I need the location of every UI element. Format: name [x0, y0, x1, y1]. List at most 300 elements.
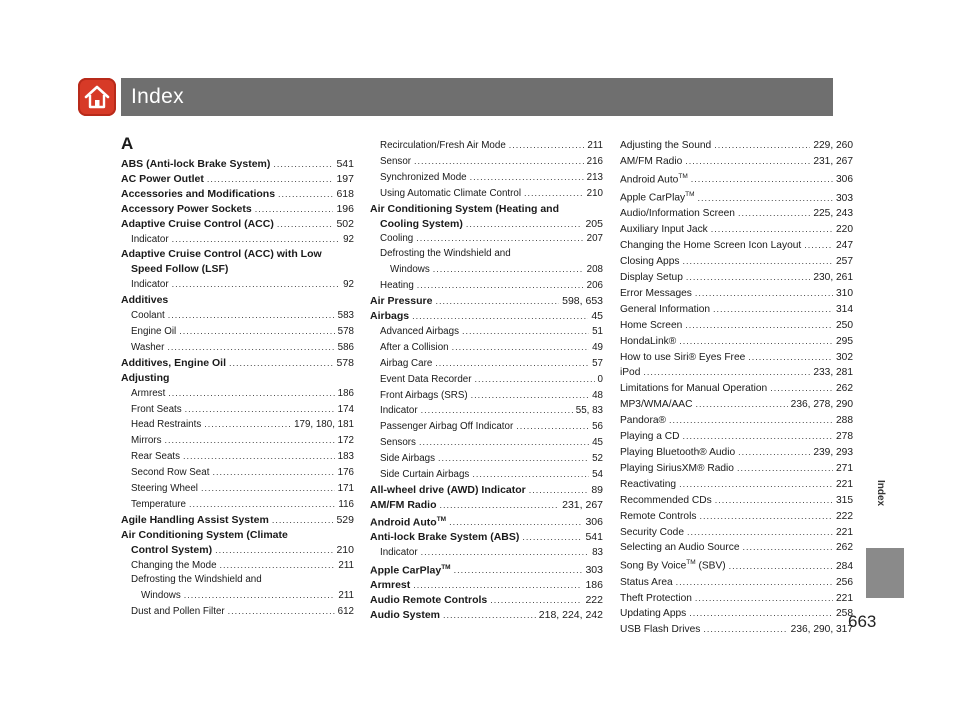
index-term: Changing the Mode — [131, 559, 217, 571]
dot-leader — [417, 278, 584, 293]
index-subentry[interactable] — [620, 606, 853, 622]
page-references: 583 — [337, 310, 354, 322]
dot-leader — [472, 467, 589, 482]
page-references: 49 — [592, 341, 603, 353]
index-subentry[interactable] — [121, 277, 354, 293]
index-term: Android Auto™ — [370, 515, 447, 529]
index-entry[interactable] — [370, 513, 603, 530]
index-term: Additives, Engine Oil — [121, 356, 227, 369]
index-subentry[interactable] — [620, 286, 853, 302]
dot-leader — [490, 593, 582, 608]
index-term: Air Pressure — [370, 295, 433, 308]
dot-leader — [184, 588, 336, 603]
index-subentry[interactable] — [121, 588, 354, 604]
dot-leader — [433, 262, 584, 277]
page-references: 230, 261 — [813, 272, 853, 284]
index-subentry[interactable] — [620, 188, 853, 206]
page-references: 0 — [597, 373, 603, 385]
index-term: Song By Voice™ (SBV) — [620, 559, 726, 572]
index-subentry[interactable] — [121, 340, 354, 356]
index-term: Indicator — [131, 233, 169, 245]
index-subentry[interactable] — [620, 238, 853, 254]
page-references: 310 — [836, 287, 853, 299]
index-term: Second Row Seat — [131, 467, 210, 479]
page-references: 250 — [836, 319, 853, 331]
section-header — [121, 78, 833, 116]
index-term: Engine Oil — [131, 325, 177, 337]
index-subentry[interactable] — [370, 154, 603, 170]
index-subentry[interactable] — [370, 170, 603, 186]
page-references: 216 — [586, 155, 603, 167]
index-term: Heating — [380, 280, 414, 292]
index-subentry[interactable] — [620, 222, 853, 238]
index-subentry[interactable] — [121, 308, 354, 324]
page-references: 578 — [336, 356, 354, 369]
page-references: 306 — [585, 516, 603, 529]
index-subentry[interactable] — [620, 138, 853, 154]
index-term: General Information — [620, 303, 711, 315]
page-references: 179, 180, 181 — [294, 419, 354, 431]
index-term: Airbags — [370, 309, 410, 322]
page-references: 295 — [836, 335, 853, 347]
index-subentry[interactable] — [620, 381, 853, 397]
dot-leader — [695, 591, 833, 606]
dot-leader — [452, 340, 589, 355]
index-subentry[interactable] — [370, 231, 603, 247]
index-subentry[interactable] — [370, 419, 603, 435]
page-references: 257 — [836, 256, 853, 268]
index-subentry[interactable] — [620, 270, 853, 286]
page-references: 116 — [338, 498, 354, 510]
dot-leader — [470, 170, 584, 185]
index-term: HondaLink® — [620, 335, 677, 347]
index-term: Mirrors — [131, 435, 162, 447]
index-subentry[interactable] — [370, 340, 603, 356]
dot-leader — [413, 578, 582, 593]
index-term: Error Messages — [620, 287, 692, 299]
page-references: 303 — [836, 192, 853, 204]
page-references: 92 — [343, 233, 354, 245]
page-references: 51 — [592, 325, 603, 337]
index-subentry[interactable] — [620, 170, 853, 188]
dot-leader — [695, 286, 833, 301]
index-subentry[interactable] — [370, 247, 603, 262]
index-term: Audio/Information Screen — [620, 208, 735, 220]
index-term: Adjusting — [121, 371, 170, 384]
page-title: Index — [131, 85, 184, 108]
side-tab-label: Index — [875, 480, 886, 507]
dot-leader — [516, 419, 589, 434]
page-references: 45 — [591, 309, 603, 322]
page-references: 502 — [336, 217, 354, 230]
index-subentry[interactable] — [620, 350, 853, 366]
index-entry[interactable] — [121, 157, 354, 172]
dot-leader — [738, 445, 810, 460]
index-term: Dust and Pollen Filter — [131, 606, 225, 618]
index-entry[interactable] — [370, 294, 603, 309]
index-subentry[interactable] — [121, 449, 354, 465]
index-term: Synchronized Mode — [380, 171, 467, 183]
index-term: Theft Protection — [620, 592, 692, 604]
index-subentry[interactable] — [620, 397, 853, 413]
index-subentry[interactable] — [121, 402, 354, 418]
index-subentry[interactable] — [620, 302, 853, 318]
side-tab[interactable] — [866, 548, 904, 598]
page-references: 578 — [337, 325, 354, 337]
index-entry[interactable] — [370, 217, 603, 232]
dot-leader — [168, 308, 335, 323]
page-references: 258 — [836, 608, 853, 620]
page-references: 220 — [836, 224, 853, 236]
index-entry[interactable] — [121, 202, 354, 217]
page-references: 208 — [586, 264, 603, 276]
index-term: Pandora® — [620, 415, 667, 427]
page-references: 221 — [836, 478, 853, 490]
dot-leader — [435, 356, 589, 371]
dot-leader — [189, 497, 335, 512]
page-references: 284 — [836, 560, 853, 572]
index-subentry[interactable] — [620, 413, 853, 429]
index-entry[interactable] — [370, 498, 603, 513]
page-references: 302 — [836, 351, 853, 363]
index-entry[interactable] — [121, 528, 354, 543]
page-references: 247 — [836, 240, 853, 252]
dot-leader — [443, 608, 536, 623]
dot-leader — [272, 513, 334, 528]
dot-leader — [524, 186, 584, 201]
index-term: AC Power Outlet — [121, 172, 204, 185]
dot-leader — [703, 622, 787, 637]
dot-leader — [679, 477, 833, 492]
page-references: 303 — [585, 564, 603, 577]
index-term: Display Setup — [620, 272, 683, 284]
index-term: Speed Follow (LSF) — [131, 263, 229, 276]
index-term: Playing a CD — [620, 431, 680, 443]
dot-leader — [770, 381, 833, 396]
page-references: 541 — [585, 531, 603, 544]
index-term: ABS (Anti-lock Brake System) — [121, 158, 271, 170]
dot-leader — [277, 217, 334, 232]
dot-leader — [414, 154, 584, 169]
index-entry[interactable] — [370, 561, 603, 578]
index-subentry[interactable] — [370, 324, 603, 340]
index-subentry[interactable] — [121, 417, 354, 433]
index-subentry[interactable] — [121, 324, 354, 340]
index-term: Head Restraints — [131, 419, 202, 431]
index-entry[interactable] — [370, 578, 603, 593]
page-references: 48 — [592, 389, 603, 401]
index-entry[interactable] — [121, 543, 354, 558]
index-term: Armrest — [370, 579, 411, 592]
dot-leader — [685, 318, 833, 333]
index-subentry[interactable] — [620, 477, 853, 493]
page-references: 186 — [337, 387, 354, 399]
index-term: Auxiliary Input Jack — [620, 224, 708, 236]
page-references: 231, 267 — [813, 155, 853, 167]
index-term: Additives — [121, 294, 169, 307]
index-entry[interactable] — [121, 172, 354, 187]
index-subentry[interactable] — [370, 435, 603, 451]
dot-leader — [168, 386, 334, 401]
page-references: 211 — [338, 559, 354, 571]
dot-leader — [715, 493, 833, 508]
index-term: Side Curtain Airbags — [380, 469, 470, 481]
page-references: 586 — [337, 341, 354, 353]
page-references: 612 — [337, 606, 354, 618]
index-term: Anti-lock Brake System (ABS) — [370, 531, 520, 544]
index-subentry[interactable] — [620, 318, 853, 334]
page-references: 83 — [592, 547, 603, 559]
index-subentry[interactable] — [620, 154, 853, 170]
page-references: 171 — [337, 483, 354, 495]
index-entry[interactable] — [121, 187, 354, 202]
dot-leader — [679, 334, 833, 349]
dot-leader — [529, 483, 589, 498]
page-references: 256 — [836, 576, 853, 588]
index-term: Accessory Power Sockets — [121, 202, 252, 215]
index-subentry[interactable] — [620, 461, 853, 477]
index-subentry[interactable] — [121, 433, 354, 449]
index-term: Changing the Home Screen Icon Layout — [620, 240, 802, 252]
index-entry[interactable] — [370, 593, 603, 608]
dot-leader — [676, 575, 833, 590]
index-entry[interactable] — [370, 309, 603, 324]
index-subentry[interactable] — [121, 604, 354, 620]
dot-leader — [278, 187, 333, 202]
dot-leader — [228, 604, 335, 619]
dot-leader — [179, 324, 334, 339]
index-term: Adaptive Cruise Control (ACC) — [121, 217, 274, 230]
index-subentry[interactable] — [620, 206, 853, 222]
index-subentry[interactable] — [620, 575, 853, 591]
index-entry[interactable] — [370, 530, 603, 545]
index-subentry[interactable] — [370, 403, 603, 419]
dot-leader — [172, 277, 341, 292]
index-term: Advanced Airbags — [380, 325, 459, 337]
dot-leader — [449, 515, 582, 530]
page-references: 231, 267 — [562, 498, 603, 511]
page-references: 288 — [836, 415, 853, 427]
dot-leader — [804, 238, 833, 253]
index-term: iPod — [620, 367, 641, 379]
page-references: 278 — [836, 431, 853, 443]
dot-leader — [471, 388, 589, 403]
index-subentry[interactable] — [370, 186, 603, 202]
index-term: All-wheel drive (AWD) Indicator — [370, 483, 526, 496]
index-entry[interactable] — [121, 247, 354, 262]
dot-leader — [215, 543, 333, 558]
index-term: Air Conditioning System (Climate — [121, 528, 288, 541]
index-subentry[interactable] — [620, 365, 853, 381]
index-subentry[interactable] — [620, 591, 853, 607]
index-term: Sensor — [380, 155, 412, 167]
index-subentry[interactable] — [620, 509, 853, 525]
index-term: Selecting an Audio Source — [620, 542, 740, 554]
index-subentry[interactable] — [620, 493, 853, 509]
index-entry[interactable] — [121, 217, 354, 232]
index-subentry[interactable] — [370, 356, 603, 372]
index-subentry[interactable] — [370, 388, 603, 404]
index-subentry[interactable] — [620, 254, 853, 270]
page-references: 233, 281 — [813, 367, 853, 379]
dot-leader — [229, 356, 333, 371]
page-references: 529 — [336, 513, 354, 526]
dot-leader — [172, 232, 341, 247]
index-term: Airbag Care — [380, 357, 433, 369]
page-references: 56 — [592, 421, 603, 433]
index-term: Passenger Airbag Off Indicator — [380, 421, 514, 433]
index-term: Defrosting the Windshield and — [131, 574, 262, 586]
index-term: Washer — [131, 341, 165, 353]
index-subentry[interactable] — [620, 540, 853, 556]
page-references: 314 — [836, 303, 853, 315]
page-references: 222 — [585, 594, 603, 607]
dot-leader — [474, 372, 594, 387]
index-subentry[interactable] — [370, 278, 603, 294]
dot-leader — [682, 254, 833, 269]
page-references: 57 — [592, 357, 603, 369]
dot-leader — [713, 302, 833, 317]
index-subentry[interactable] — [620, 429, 853, 445]
dot-leader — [743, 540, 833, 555]
page-references: 52 — [592, 453, 603, 465]
index-term: After a Collision — [380, 341, 449, 353]
page-references: 176 — [337, 467, 354, 479]
page-references: 306 — [836, 174, 853, 186]
index-entry[interactable] — [121, 293, 354, 308]
index-term: Rear Seats — [131, 451, 181, 463]
index-term: Event Data Recorder — [380, 373, 472, 385]
dot-leader — [714, 138, 810, 153]
index-term: Using Automatic Climate Control — [380, 187, 522, 199]
page-references: 239, 293 — [813, 447, 853, 458]
dot-leader — [462, 324, 589, 339]
dot-leader — [509, 138, 585, 153]
index-term: Security Code — [620, 526, 684, 538]
index-subentry[interactable] — [121, 232, 354, 248]
dot-leader — [183, 449, 335, 464]
index-term: Reactivating — [620, 478, 677, 490]
index-term: Remote Controls — [620, 510, 697, 522]
dot-leader — [167, 340, 334, 355]
index-entry[interactable] — [121, 356, 354, 371]
index-subentry[interactable] — [121, 558, 354, 574]
index-term: Audio System — [370, 609, 441, 622]
index-subentry[interactable] — [620, 525, 853, 541]
dot-leader — [201, 481, 335, 496]
page-references: 45 — [592, 437, 603, 449]
dot-leader — [695, 397, 787, 412]
index-entry[interactable] — [121, 371, 354, 386]
page-references: 54 — [592, 469, 603, 481]
index-term: AM/FM Radio — [620, 155, 683, 167]
index-subentry[interactable] — [620, 445, 853, 461]
page-references: 210 — [336, 543, 354, 556]
index-term: Indicator — [380, 405, 418, 417]
page-references: 218, 224, 242 — [538, 609, 603, 622]
index-entry[interactable] — [121, 513, 354, 528]
index-subentry[interactable] — [121, 573, 354, 588]
page-references: 205 — [585, 217, 603, 230]
index-subentry[interactable] — [370, 467, 603, 483]
page-number: 663 — [848, 612, 877, 631]
dot-leader — [412, 309, 588, 324]
page-references: 225, 243 — [813, 208, 853, 220]
index-entry[interactable] — [370, 483, 603, 498]
index-entry[interactable] — [121, 262, 354, 277]
dot-leader — [691, 172, 833, 187]
dot-leader — [686, 270, 810, 285]
index-subentry[interactable] — [620, 334, 853, 350]
index-subentry[interactable] — [370, 545, 603, 561]
dot-leader — [416, 231, 583, 246]
home-icon[interactable] — [78, 78, 116, 116]
page-references: 236, 278, 290 — [790, 399, 853, 411]
page-references: 618 — [336, 187, 354, 200]
index-term: Adaptive Cruise Control (ACC) with Low — [121, 248, 322, 261]
index-subentry[interactable] — [121, 497, 354, 513]
index-entry[interactable] — [370, 608, 603, 623]
index-subentry[interactable] — [370, 262, 603, 278]
index-term: Status Area — [620, 576, 673, 588]
index-subentry[interactable] — [370, 138, 603, 154]
page-references: 211 — [587, 140, 603, 151]
dot-leader — [454, 563, 583, 578]
index-term: Closing Apps — [620, 256, 680, 268]
dot-leader — [435, 294, 559, 309]
index-subentry[interactable] — [620, 622, 853, 638]
index-term: USB Flash Drives — [620, 624, 701, 636]
index-term: Audio Remote Controls — [370, 594, 488, 607]
dot-leader — [438, 451, 589, 466]
dot-leader — [729, 559, 833, 574]
index-term: Sensors — [380, 437, 416, 449]
dot-leader — [220, 558, 336, 573]
dot-leader — [164, 433, 334, 448]
index-subentry[interactable] — [370, 372, 603, 388]
dot-leader — [421, 545, 590, 560]
index-term: Recommended CDs — [620, 494, 712, 506]
index-column-1 — [121, 133, 354, 620]
page-references: 541 — [336, 158, 354, 170]
dot-leader — [738, 206, 810, 221]
index-term: Apple CarPlay™ — [370, 563, 451, 577]
index-term: Windows — [390, 264, 430, 276]
page-references: 89 — [591, 483, 603, 496]
dot-leader — [685, 154, 810, 169]
dot-leader — [711, 222, 833, 237]
page-references: 262 — [836, 383, 853, 395]
index-term: Accessories and Modifications — [121, 187, 276, 200]
index-subentry[interactable] — [370, 451, 603, 467]
index-term: Steering Wheel — [131, 483, 198, 495]
page-references: 183 — [337, 451, 354, 463]
page-references: 92 — [343, 279, 354, 291]
index-subentry[interactable] — [121, 386, 354, 402]
index-subentry[interactable] — [121, 465, 354, 481]
page-references: 172 — [337, 435, 354, 447]
index-term: Playing SiriusXM® Radio — [620, 462, 734, 474]
dot-leader — [185, 402, 335, 417]
index-entry[interactable] — [370, 202, 603, 217]
dot-leader — [748, 350, 833, 365]
index-subentry[interactable] — [121, 481, 354, 497]
page-references: 55, 83 — [575, 405, 603, 417]
dot-leader — [421, 403, 573, 418]
page-references: 229, 260 — [813, 140, 853, 151]
page-references: 598, 653 — [562, 295, 603, 308]
index-subentry[interactable] — [620, 556, 853, 574]
